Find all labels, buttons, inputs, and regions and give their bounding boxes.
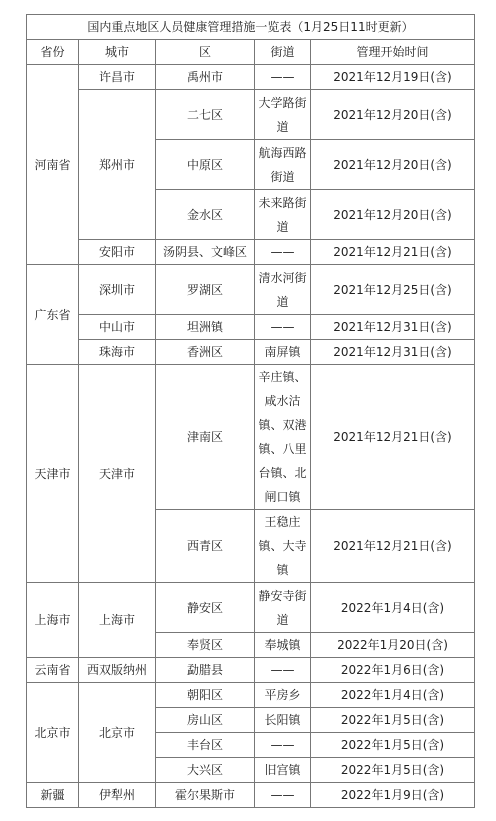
district-cell: 二七区 xyxy=(156,90,255,140)
province-cell: 新疆 xyxy=(27,783,79,808)
header-city: 城市 xyxy=(79,40,156,65)
table-row xyxy=(27,65,475,90)
city-cell: 伊犁州 xyxy=(79,783,156,808)
district-cell: 罗湖区 xyxy=(156,265,255,315)
city-cell: 西双版纳州 xyxy=(79,658,156,683)
date-cell: 2022年1月9日(含) xyxy=(311,783,475,808)
district-cell: 汤阴县、文峰区 xyxy=(156,240,255,265)
district-cell: 禹州市 xyxy=(156,65,255,90)
date-cell: 2022年1月20日(含) xyxy=(311,633,475,658)
date-cell: 2022年1月5日(含) xyxy=(311,708,475,733)
date-cell: 2022年1月6日(含) xyxy=(311,658,475,683)
city-cell: 中山市 xyxy=(79,315,156,340)
date-cell: 2021年12月25日(含) xyxy=(311,265,475,315)
city-cell: 许昌市 xyxy=(79,65,156,90)
district-cell: 坦洲镇 xyxy=(156,315,255,340)
date-cell: 2021年12月20日(含) xyxy=(311,90,475,140)
district-cell: 奉贤区 xyxy=(156,633,255,658)
district-cell: 勐腊县 xyxy=(156,658,255,683)
street-cell: 辛庄镇、咸水沽镇、双港镇、八里台镇、北闸口镇 xyxy=(255,365,311,510)
table-row xyxy=(27,683,475,708)
street-cell: 清水河街道 xyxy=(255,265,311,315)
street-cell: —— xyxy=(255,658,311,683)
province-cell: 广东省 xyxy=(27,265,79,365)
street-cell: 大学路街道 xyxy=(255,90,311,140)
district-cell: 房山区 xyxy=(156,708,255,733)
district-cell: 静安区 xyxy=(156,583,255,633)
table-row xyxy=(27,365,475,510)
table-row xyxy=(27,240,475,265)
date-cell: 2021年12月19日(含) xyxy=(311,65,475,90)
province-cell: 河南省 xyxy=(27,65,79,265)
table-title-row xyxy=(27,15,475,40)
city-cell: 深圳市 xyxy=(79,265,156,315)
street-cell: 航海西路街道 xyxy=(255,140,311,190)
table-row xyxy=(27,783,475,808)
street-cell: 长阳镇 xyxy=(255,708,311,733)
district-cell: 津南区 xyxy=(156,365,255,510)
city-cell: 北京市 xyxy=(79,683,156,783)
city-cell: 上海市 xyxy=(79,583,156,658)
date-cell: 2022年1月5日(含) xyxy=(311,758,475,783)
street-cell: —— xyxy=(255,315,311,340)
city-cell: 安阳市 xyxy=(79,240,156,265)
street-cell: 静安寺街道 xyxy=(255,583,311,633)
date-cell: 2021年12月21日(含) xyxy=(311,240,475,265)
province-cell: 上海市 xyxy=(27,583,79,658)
header-street: 街道 xyxy=(255,40,311,65)
city-cell: 天津市 xyxy=(79,365,156,583)
street-cell: —— xyxy=(255,783,311,808)
date-cell: 2021年12月31日(含) xyxy=(311,315,475,340)
province-cell: 云南省 xyxy=(27,658,79,683)
district-cell: 大兴区 xyxy=(156,758,255,783)
street-cell: 奉城镇 xyxy=(255,633,311,658)
province-cell: 北京市 xyxy=(27,683,79,783)
province-cell: 天津市 xyxy=(27,365,79,583)
date-cell: 2021年12月21日(含) xyxy=(311,510,475,583)
table-row xyxy=(27,340,475,365)
district-cell: 朝阳区 xyxy=(156,683,255,708)
district-cell: 中原区 xyxy=(156,140,255,190)
date-cell: 2021年12月21日(含) xyxy=(311,365,475,510)
street-cell: 王稳庄镇、大寺镇 xyxy=(255,510,311,583)
table-header-row xyxy=(27,40,475,65)
city-cell: 珠海市 xyxy=(79,340,156,365)
street-cell: —— xyxy=(255,733,311,758)
street-cell: —— xyxy=(255,65,311,90)
header-district: 区 xyxy=(156,40,255,65)
header-start-date: 管理开始时间 xyxy=(311,40,475,65)
street-cell: 旧宫镇 xyxy=(255,758,311,783)
district-cell: 金水区 xyxy=(156,190,255,240)
street-cell: —— xyxy=(255,240,311,265)
table-row xyxy=(27,90,475,140)
street-cell: 平房乡 xyxy=(255,683,311,708)
street-cell: 未来路街道 xyxy=(255,190,311,240)
district-cell: 丰台区 xyxy=(156,733,255,758)
date-cell: 2021年12月20日(含) xyxy=(311,140,475,190)
city-cell: 郑州市 xyxy=(79,90,156,240)
date-cell: 2022年1月4日(含) xyxy=(311,683,475,708)
table-row xyxy=(27,265,475,315)
street-cell: 南屏镇 xyxy=(255,340,311,365)
health-management-table xyxy=(26,14,475,808)
header-province: 省份 xyxy=(27,40,79,65)
date-cell: 2022年1月5日(含) xyxy=(311,733,475,758)
date-cell: 2022年1月4日(含) xyxy=(311,583,475,633)
district-cell: 霍尔果斯市 xyxy=(156,783,255,808)
date-cell: 2021年12月31日(含) xyxy=(311,340,475,365)
table-row xyxy=(27,658,475,683)
table-row xyxy=(27,583,475,633)
table-row xyxy=(27,315,475,340)
district-cell: 西青区 xyxy=(156,510,255,583)
date-cell: 2021年12月20日(含) xyxy=(311,190,475,240)
district-cell: 香洲区 xyxy=(156,340,255,365)
table-title: 国内重点地区人员健康管理措施一览表（1月25日11时更新） xyxy=(27,15,475,40)
